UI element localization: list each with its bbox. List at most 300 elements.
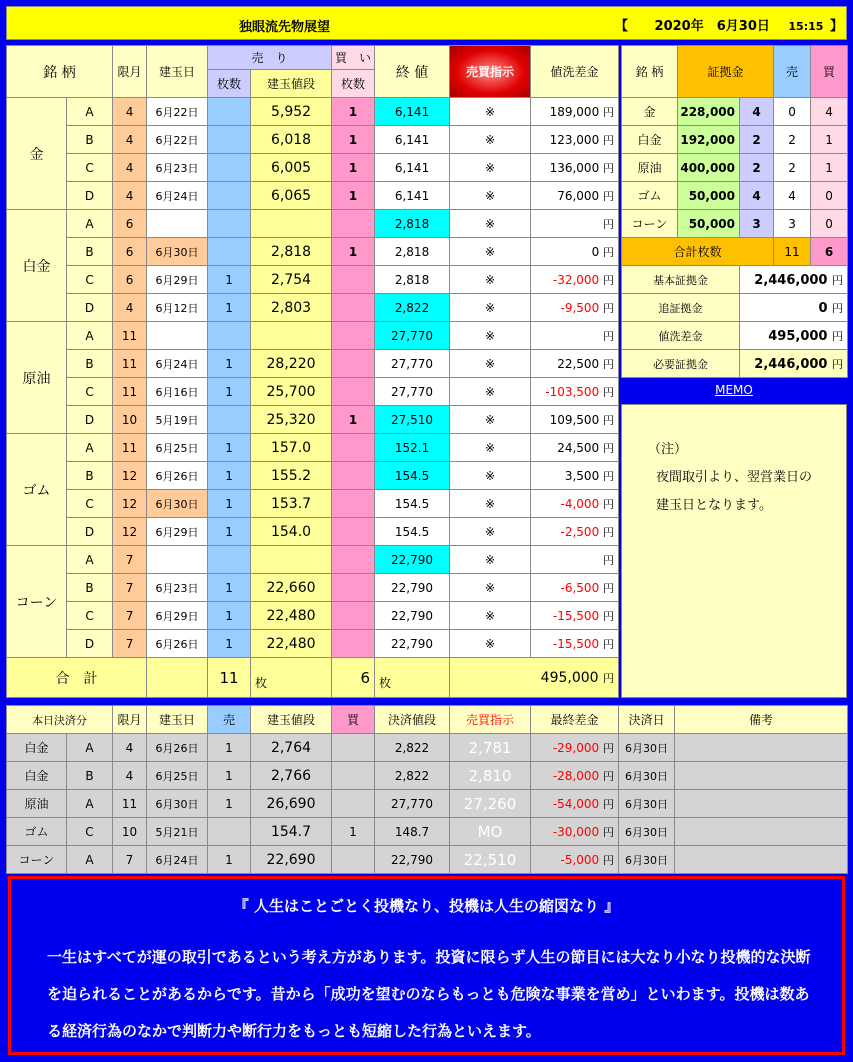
position-row [7, 238, 619, 266]
settle-header-sell: 売 [208, 706, 251, 734]
settle-month: 11 [113, 790, 147, 818]
position-price: 25,700 [251, 378, 332, 406]
col-header-date: 建玉日 [147, 46, 208, 98]
instruction-mark: ※ [450, 238, 531, 266]
settle-sdate: 6月30日 [619, 818, 675, 846]
position-row [7, 406, 619, 434]
settle-letter: A [67, 846, 113, 874]
contract-month: 7 [113, 574, 147, 602]
settle-sprice: 2,822 [375, 762, 450, 790]
total-diff: 495,000 円 [450, 658, 619, 698]
contract-month: 12 [113, 490, 147, 518]
side-buy: 0 [811, 210, 848, 238]
settle-commodity: 白金 [7, 734, 67, 762]
contract-letter: B [67, 350, 113, 378]
contract-month: 6 [113, 266, 147, 294]
position-date [147, 546, 208, 574]
side-qty: 2 [740, 126, 774, 154]
col-header-buy: 買 い [332, 46, 375, 70]
settle-letter: A [67, 734, 113, 762]
position-date: 6月30日 [147, 490, 208, 518]
summary-label: 値洗差金 [622, 322, 740, 350]
position-price: 5,952 [251, 98, 332, 126]
position-date [147, 322, 208, 350]
contract-letter: D [67, 294, 113, 322]
contract-letter: D [67, 630, 113, 658]
settle-buy [332, 734, 375, 762]
close-price: 2,822 [375, 294, 450, 322]
margin-row [622, 98, 848, 126]
total-sell-unit: 枚 [251, 658, 332, 698]
sell-count [208, 322, 251, 350]
settle-note [675, 762, 848, 790]
close-price: 2,818 [375, 238, 450, 266]
settle-final-diff: -30,000 円 [531, 818, 619, 846]
contract-letter: D [67, 182, 113, 210]
position-row [7, 518, 619, 546]
sell-count: 1 [208, 630, 251, 658]
position-row [7, 294, 619, 322]
buy-count [332, 546, 375, 574]
summary-value: 495,000 円 [740, 322, 848, 350]
valuation-diff: -15,500 円 [531, 602, 619, 630]
contract-month: 10 [113, 406, 147, 434]
position-date [147, 210, 208, 238]
close-price: 154.5 [375, 490, 450, 518]
sell-count [208, 210, 251, 238]
position-price: 2,754 [251, 266, 332, 294]
position-row [7, 546, 619, 574]
position-row [7, 434, 619, 462]
memo-line-1: （注） [648, 442, 688, 457]
summary-row [622, 294, 848, 322]
quote-box [8, 876, 845, 1055]
position-price: 157.0 [251, 434, 332, 462]
sell-count: 1 [208, 378, 251, 406]
sell-count: 1 [208, 350, 251, 378]
buy-count [332, 294, 375, 322]
position-price: 25,320 [251, 406, 332, 434]
col-header-diff: 値洗差金 [531, 46, 619, 98]
position-price [251, 546, 332, 574]
contract-letter: C [67, 602, 113, 630]
settle-month: 4 [113, 762, 147, 790]
settle-price: 154.7 [251, 818, 332, 846]
position-date: 6月25日 [147, 434, 208, 462]
title-bar [6, 6, 847, 40]
valuation-diff: -32,000 円 [531, 266, 619, 294]
settle-note [675, 734, 848, 762]
side-margin: 400,000 [678, 154, 740, 182]
valuation-diff: 109,500 円 [531, 406, 619, 434]
position-row [7, 630, 619, 658]
valuation-diff: 24,500 円 [531, 434, 619, 462]
total-buy-unit: 枚 [375, 658, 450, 698]
instruction-mark: ※ [450, 378, 531, 406]
sell-count [208, 546, 251, 574]
contract-month: 12 [113, 462, 147, 490]
settle-buy [332, 790, 375, 818]
settle-date: 6月24日 [147, 846, 208, 874]
summary-row [622, 322, 848, 350]
contract-letter: A [67, 98, 113, 126]
valuation-diff: -4,000 円 [531, 490, 619, 518]
side-header-sell: 売 [774, 46, 811, 98]
position-row [7, 266, 619, 294]
commodity-name: コーン [7, 546, 67, 658]
buy-count: 1 [332, 406, 375, 434]
col-header-gen: 限月 [113, 46, 147, 98]
buy-count [332, 210, 375, 238]
side-total-sell: 11 [774, 238, 811, 266]
buy-count [332, 518, 375, 546]
instruction-mark: ※ [450, 322, 531, 350]
settlement-row [7, 762, 848, 790]
bracket-left: 【 [615, 19, 629, 34]
position-date: 6月26日 [147, 462, 208, 490]
position-price: 6,018 [251, 126, 332, 154]
side-commodity: 白金 [622, 126, 678, 154]
valuation-diff: 189,000 円 [531, 98, 619, 126]
settle-instruction: 22,510 [450, 846, 531, 874]
settle-sell [208, 818, 251, 846]
sell-count: 1 [208, 602, 251, 630]
buy-count: 1 [332, 126, 375, 154]
settlement-row [7, 790, 848, 818]
buy-count [332, 630, 375, 658]
close-price: 154.5 [375, 462, 450, 490]
date-text: 2020年 6月30日 [654, 19, 770, 34]
quote-body: 一生はすべてが運の取引であるという考え方があります。投資に限らず人生の節目には大なり小なり投機的な決断を迫られることがあるからです。昔から「成功を望むのならもっとも危険な事業を営め」といわます。投機は数ある経済行為のなかで判断力や断行力をもっとも短縮した行為といえます。 [47, 948, 811, 1040]
instruction-mark: ※ [450, 126, 531, 154]
summary-value: 2,446,000 円 [740, 350, 848, 378]
side-qty: 3 [740, 210, 774, 238]
valuation-diff: 円 [531, 546, 619, 574]
quote-title: 『 人生はことごとく投機なり、投機は人生の縮図なり 』 [233, 897, 620, 915]
contract-month: 11 [113, 378, 147, 406]
sell-count [208, 98, 251, 126]
commodity-name: 白金 [7, 210, 67, 322]
col-header-price: 建玉値段 [251, 70, 332, 98]
buy-count: 1 [332, 98, 375, 126]
instruction-mark: ※ [450, 266, 531, 294]
sell-count [208, 154, 251, 182]
buy-count [332, 462, 375, 490]
close-price: 22,790 [375, 546, 450, 574]
settle-month: 4 [113, 734, 147, 762]
position-row [7, 602, 619, 630]
memo-link[interactable]: MEMO [715, 383, 753, 397]
bracket-right: 】 [829, 19, 843, 34]
close-price: 154.5 [375, 518, 450, 546]
margin-row [622, 182, 848, 210]
instruction-mark: ※ [450, 602, 531, 630]
total-sell: 11 [208, 658, 251, 698]
total-label: 合 計 [7, 658, 147, 698]
settle-commodity: コーン [7, 846, 67, 874]
side-margin: 50,000 [678, 182, 740, 210]
settle-header-buy: 買 [332, 706, 375, 734]
settle-price: 2,766 [251, 762, 332, 790]
instruction-mark: ※ [450, 98, 531, 126]
position-date: 6月23日 [147, 154, 208, 182]
contract-letter: C [67, 266, 113, 294]
instruction-mark: ※ [450, 434, 531, 462]
instruction-mark: ※ [450, 406, 531, 434]
buy-count [332, 490, 375, 518]
close-price: 22,790 [375, 630, 450, 658]
instruction-mark: ※ [450, 490, 531, 518]
close-price: 22,790 [375, 602, 450, 630]
summary-value: 0 円 [740, 294, 848, 322]
sell-count: 1 [208, 294, 251, 322]
settle-date: 6月30日 [147, 790, 208, 818]
close-price: 2,818 [375, 266, 450, 294]
position-row [7, 462, 619, 490]
buy-count [332, 434, 375, 462]
contract-letter: A [67, 322, 113, 350]
close-price: 6,141 [375, 98, 450, 126]
col-header-close: 終 値 [375, 46, 450, 98]
settle-date: 6月26日 [147, 734, 208, 762]
settle-header-date: 建玉日 [147, 706, 208, 734]
side-sell: 3 [774, 210, 811, 238]
position-row [7, 574, 619, 602]
settle-sprice: 27,770 [375, 790, 450, 818]
contract-letter: D [67, 518, 113, 546]
side-buy: 4 [811, 98, 848, 126]
side-sell: 4 [774, 182, 811, 210]
close-price: 27,770 [375, 378, 450, 406]
side-commodity: 原油 [622, 154, 678, 182]
close-price: 6,141 [375, 182, 450, 210]
contract-month: 6 [113, 210, 147, 238]
settle-sdate: 6月30日 [619, 790, 675, 818]
contract-letter: D [67, 406, 113, 434]
settle-commodity: ゴム [7, 818, 67, 846]
close-price: 27,770 [375, 350, 450, 378]
valuation-diff: 円 [531, 210, 619, 238]
contract-month: 11 [113, 434, 147, 462]
sell-count: 1 [208, 462, 251, 490]
side-commodity: ゴム [622, 182, 678, 210]
instruction-mark: ※ [450, 294, 531, 322]
buy-count: 1 [332, 238, 375, 266]
settle-final-diff: -28,000 円 [531, 762, 619, 790]
margin-row [622, 126, 848, 154]
instruction-mark: ※ [450, 154, 531, 182]
side-qty: 2 [740, 154, 774, 182]
position-date: 6月22日 [147, 126, 208, 154]
position-date: 6月24日 [147, 182, 208, 210]
sell-count [208, 238, 251, 266]
side-buy: 1 [811, 154, 848, 182]
side-buy: 1 [811, 126, 848, 154]
position-price: 6,065 [251, 182, 332, 210]
summary-row [622, 350, 848, 378]
valuation-diff: 22,500 円 [531, 350, 619, 378]
settle-buy [332, 846, 375, 874]
position-row [7, 350, 619, 378]
contract-letter: B [67, 462, 113, 490]
position-price: 22,480 [251, 602, 332, 630]
instruction-mark: ※ [450, 210, 531, 238]
instruction-mark: ※ [450, 518, 531, 546]
settle-letter: B [67, 762, 113, 790]
side-commodity: コーン [622, 210, 678, 238]
buy-count [332, 322, 375, 350]
side-header-buy: 買 [811, 46, 848, 98]
contract-month: 7 [113, 630, 147, 658]
position-price: 153.7 [251, 490, 332, 518]
settle-sell: 1 [208, 734, 251, 762]
settle-instruction: MO [450, 818, 531, 846]
position-price: 6,005 [251, 154, 332, 182]
settle-date: 5月21日 [147, 818, 208, 846]
summary-label: 必要証拠金 [622, 350, 740, 378]
valuation-diff: -9,500 円 [531, 294, 619, 322]
settle-header-gen: 限月 [113, 706, 147, 734]
position-date: 6月12日 [147, 294, 208, 322]
settle-instruction: 2,781 [450, 734, 531, 762]
side-commodity: 金 [622, 98, 678, 126]
close-price: 2,818 [375, 210, 450, 238]
sell-count: 1 [208, 490, 251, 518]
settle-note [675, 846, 848, 874]
settle-header-price: 建玉値段 [251, 706, 332, 734]
buy-count: 1 [332, 182, 375, 210]
close-price: 152.1 [375, 434, 450, 462]
side-qty: 4 [740, 98, 774, 126]
position-row [7, 378, 619, 406]
settle-sell: 1 [208, 762, 251, 790]
close-price: 22,790 [375, 574, 450, 602]
commodity-name: 原油 [7, 322, 67, 434]
settle-header-sdate: 決済日 [619, 706, 675, 734]
contract-letter: A [67, 546, 113, 574]
contract-month: 4 [113, 154, 147, 182]
position-price: 28,220 [251, 350, 332, 378]
settle-header-sprice: 決済値段 [375, 706, 450, 734]
settle-sell: 1 [208, 790, 251, 818]
buy-count: 1 [332, 154, 375, 182]
buy-count [332, 602, 375, 630]
instruction-header-button[interactable]: 売買指示 [450, 46, 531, 98]
close-price: 27,510 [375, 406, 450, 434]
contract-month: 6 [113, 238, 147, 266]
position-row [7, 154, 619, 182]
position-row [7, 210, 619, 238]
position-date: 6月26日 [147, 630, 208, 658]
settlement-row [7, 734, 848, 762]
settle-price: 26,690 [251, 790, 332, 818]
side-buy: 0 [811, 182, 848, 210]
sell-count: 1 [208, 574, 251, 602]
margin-table [621, 45, 848, 378]
page-title: 独眼流先物展望 [239, 20, 331, 35]
position-price: 154.0 [251, 518, 332, 546]
side-margin: 228,000 [678, 98, 740, 126]
valuation-diff: 円 [531, 322, 619, 350]
instruction-mark: ※ [450, 546, 531, 574]
contract-month: 4 [113, 294, 147, 322]
margin-row [622, 210, 848, 238]
side-total-buy: 6 [811, 238, 848, 266]
settle-price: 2,764 [251, 734, 332, 762]
positions-table [6, 45, 619, 698]
position-price: 155.2 [251, 462, 332, 490]
instruction-mark: ※ [450, 630, 531, 658]
col-header-name: 銘 柄 [7, 46, 113, 98]
settle-sprice: 22,790 [375, 846, 450, 874]
contract-month: 11 [113, 322, 147, 350]
settlement-table [6, 705, 848, 874]
close-price: 27,770 [375, 322, 450, 350]
sell-count [208, 126, 251, 154]
side-header-name: 銘 柄 [622, 46, 678, 98]
contract-letter: B [67, 126, 113, 154]
settle-commodity: 白金 [7, 762, 67, 790]
side-header-margin: 証拠金 [678, 46, 774, 98]
valuation-diff: 136,000 円 [531, 154, 619, 182]
side-sell: 2 [774, 126, 811, 154]
position-date: 6月29日 [147, 602, 208, 630]
settle-month: 7 [113, 846, 147, 874]
col-header-sell: 売 り [208, 46, 332, 70]
settle-date: 6月25日 [147, 762, 208, 790]
settle-buy: 1 [332, 818, 375, 846]
settle-final-diff: -29,000 円 [531, 734, 619, 762]
settle-header-instr: 売買指示 [450, 706, 531, 734]
side-margin: 50,000 [678, 210, 740, 238]
settle-final-diff: -5,000 円 [531, 846, 619, 874]
settle-instruction: 2,810 [450, 762, 531, 790]
position-price: 2,803 [251, 294, 332, 322]
settle-letter: C [67, 818, 113, 846]
settle-header-final: 最終差金 [531, 706, 619, 734]
position-row [7, 322, 619, 350]
contract-letter: B [67, 574, 113, 602]
settle-header-note: 備考 [675, 706, 848, 734]
sell-count: 1 [208, 518, 251, 546]
contract-letter: B [67, 238, 113, 266]
position-date: 6月23日 [147, 574, 208, 602]
position-price: 22,480 [251, 630, 332, 658]
instruction-mark: ※ [450, 574, 531, 602]
position-date: 6月30日 [147, 238, 208, 266]
position-price [251, 322, 332, 350]
contract-letter: C [67, 154, 113, 182]
sell-count [208, 182, 251, 210]
side-qty: 4 [740, 182, 774, 210]
contract-month: 11 [113, 350, 147, 378]
position-price: 2,818 [251, 238, 332, 266]
instruction-mark: ※ [450, 462, 531, 490]
position-date: 6月24日 [147, 350, 208, 378]
contract-month: 7 [113, 546, 147, 574]
total-buy: 6 [332, 658, 375, 698]
position-row [7, 182, 619, 210]
valuation-diff: 123,000 円 [531, 126, 619, 154]
buy-count [332, 574, 375, 602]
contract-letter: C [67, 490, 113, 518]
col-header-sell-count: 枚数 [208, 70, 251, 98]
sell-count: 1 [208, 266, 251, 294]
col-header-buy-count: 枚数 [332, 70, 375, 98]
settle-commodity: 原油 [7, 790, 67, 818]
memo-line-2: 夜間取引より、翌営業日の [656, 470, 813, 485]
settlement-row [7, 818, 848, 846]
